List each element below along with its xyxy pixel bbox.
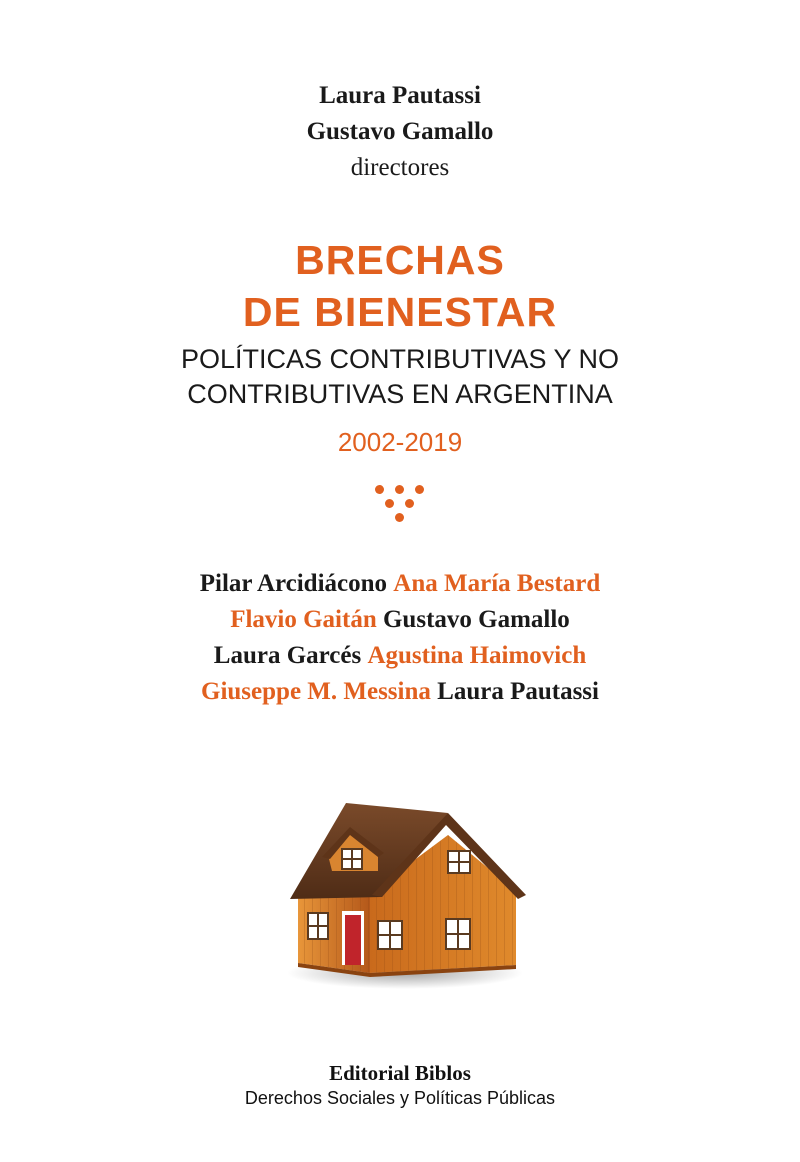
authors-block <box>0 566 800 710</box>
director-name: Gustavo Gamallo <box>306 118 494 145</box>
directors-role: directores <box>350 154 450 181</box>
directors-block <box>0 78 800 186</box>
series-name: Derechos Sociales y Políticas Públicas <box>244 1088 556 1108</box>
title-line: BRECHAS <box>295 237 505 283</box>
years-range: 2002-2019 <box>337 427 463 457</box>
author-name: Pilar Arcidiácono <box>199 570 388 597</box>
author-name: Giuseppe M. Messina <box>201 678 431 705</box>
title-line: DE BIENESTAR <box>242 289 558 335</box>
subtitle-line: CONTRIBUTIVAS EN ARGENTINA <box>187 379 613 409</box>
author-name: Agustina Haimovich <box>367 642 587 669</box>
author-name: Gustavo Gamallo <box>382 606 570 633</box>
authors-line <box>0 638 800 674</box>
authors-line <box>0 602 800 638</box>
wooden-house-icon <box>280 795 530 995</box>
book-title <box>0 234 800 338</box>
authors-line <box>0 566 800 602</box>
authors-line <box>0 674 800 710</box>
author-name: Flavio Gaitán <box>230 606 377 633</box>
publisher-name: Editorial Biblos <box>329 1061 471 1085</box>
director-name: Laura Pautassi <box>319 82 481 109</box>
book-subtitle <box>0 342 800 412</box>
subtitle-line: POLÍTICAS CONTRIBUTIVAS Y NO <box>180 344 620 374</box>
author-name: Ana María Bestard <box>393 570 601 597</box>
author-name: Laura Pautassi <box>437 678 599 705</box>
dot-triangle-ornament-icon <box>374 484 426 526</box>
author-name: Laura Garcés <box>213 642 362 669</box>
